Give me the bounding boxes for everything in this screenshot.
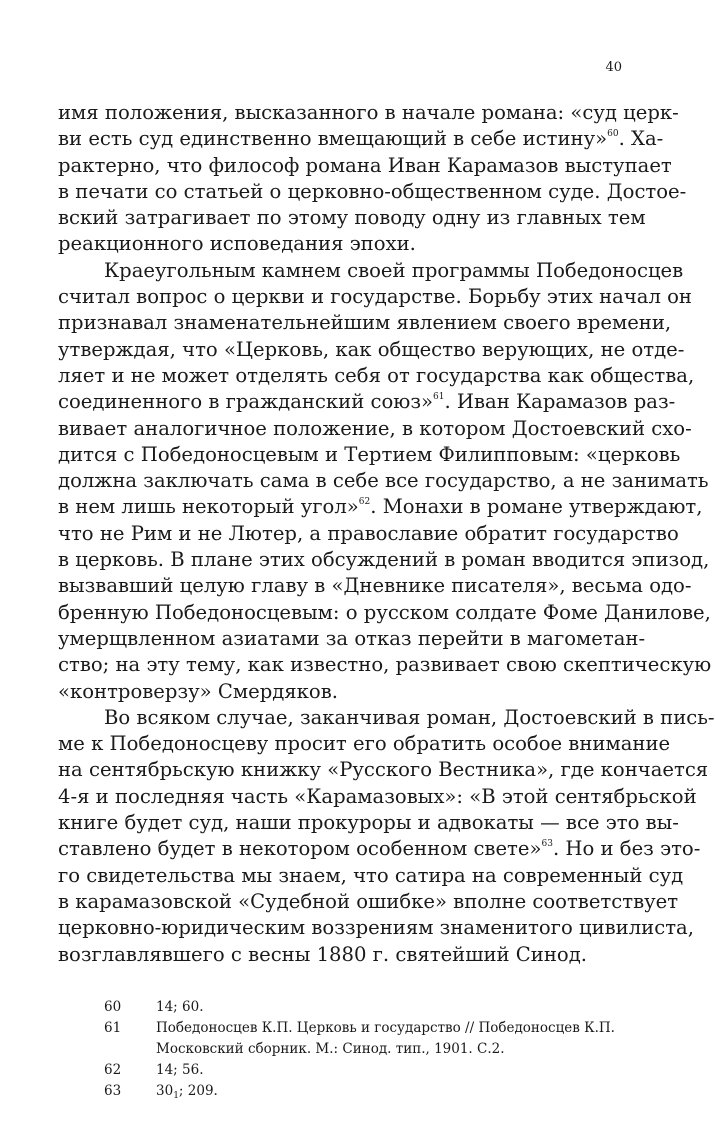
footnote-text: 14; 60. [156,999,204,1015]
text-line: в церковь. В плане этих обсуждений в роман вводится эпизод, [58,548,710,572]
page-number: 40 [605,60,622,75]
text-line: Во всяком случае, заканчивая роман, Достоевский в пись- [104,705,715,729]
footnote-number: 60 [104,999,122,1015]
footnotes [104,997,624,1102]
footnote-ref: 60 [607,129,619,140]
text-line: 4-я и последняя часть «Карамазовых»: «В этой сентябрьской [58,784,697,808]
text-line: считал вопрос о церкви и государстве. Борьбу этих начал он [58,285,692,309]
text-line: соединенного в гражданский союз»$^{61}$. Иван Карамазов раз- [58,390,676,414]
text-line: на сентябрьскую книжку «Русского Вестника», где кончается [58,758,709,782]
footnote-ref: 62 [358,497,371,508]
text-line: вызвавший целую главу в «Дневнике писателя», весьма одо- [58,574,692,598]
footnote-text: Московский сборник. М.: Синод. тип., 1901. С.2. [156,1041,505,1057]
footnote-number: 63 [104,1083,122,1099]
body-text [58,100,715,968]
text-line: умерщвленном азиатами за отказ перейти в магометан- [58,626,646,650]
text-line: утверждая, что «Церковь, как общество верующих, не отде- [58,337,685,361]
text-line: ви есть суд единственно вмещающий в себе истину»$^{60}$. Ха- [58,127,664,151]
text-line: ставлено будет в некотором особенном свете»$^{63}$. Но и без это- [58,837,701,861]
footnote-ref: 61 [433,392,445,403]
text-line: возглавлявшего с весны 1880 г. святейший Синод. [58,942,588,966]
footnote-text: $30_1$; 209. [156,1083,218,1101]
footnote-number: 61 [104,1020,122,1036]
footnote-ref: 63 [541,839,553,850]
text-line: ство; на эту тему, как известно, развивает свою скептическую [58,653,712,677]
text-line: вивает аналогичное положение, в котором Достоевский схо- [58,416,692,440]
text-line: реакционного исповедания эпохи. [58,232,416,256]
text-line: бренную Победоносцевым: о русском солдате Фоме Данилове, [58,600,711,624]
text-line: в карамазовской «Судебной ошибке» вполне соответствует [58,889,679,913]
text-line: Краеугольным камнем своей программы Победоносцев [104,258,684,282]
text-line: что не Рим и не Лютер, а православие обратит государство [58,521,679,545]
text-line: вский затрагивает по этому поводу одну из главных тем [58,206,646,230]
text-line: в нем лишь некоторый угол»$^{62}$. Монахи в романе утверждают, [58,495,703,519]
text-line: должна заключать сама в себе все государство, а не занимать [58,469,709,493]
footnote [104,1081,624,1102]
footnote-text: Победоносцев К.П. Церковь и государство // Победоносцев К.П. [156,1020,615,1036]
text-line: «контроверзу» Смердяков. [58,679,338,703]
footnote-number: 62 [104,1062,122,1078]
text-line: церковно-юридическим воззрениям знаменитого цивилиста, [58,916,694,940]
text-line: дится с Победоносцевым и Тертием Филипповым: «церковь [58,442,681,466]
text-line: книге будет суд, наши прокуроры и адвокаты — все это вы- [58,811,679,835]
text-line: имя положения, высказанного в начале романа: «суд церк- [58,101,679,124]
footnote [104,1060,624,1081]
text-line: ляет и не может отделять себя от государства как общества, [58,363,695,387]
footnote [104,1018,624,1060]
text-line: рактерно, что философ романа Иван Карамазов выступает [58,153,672,177]
footnote [104,997,624,1018]
text-line: го свидетельства мы знаем, что сатира на современный суд [58,863,684,887]
text-line: в печати со статьей о церковно-общественном суде. Достое- [58,179,687,203]
text-line: ме к Победоносцеву просит его обратить особое внимание [58,732,671,756]
text-line: признавал знаменательнейшим явлением своего времени, [58,311,672,335]
footnote-text: 14; 56. [156,1062,204,1078]
